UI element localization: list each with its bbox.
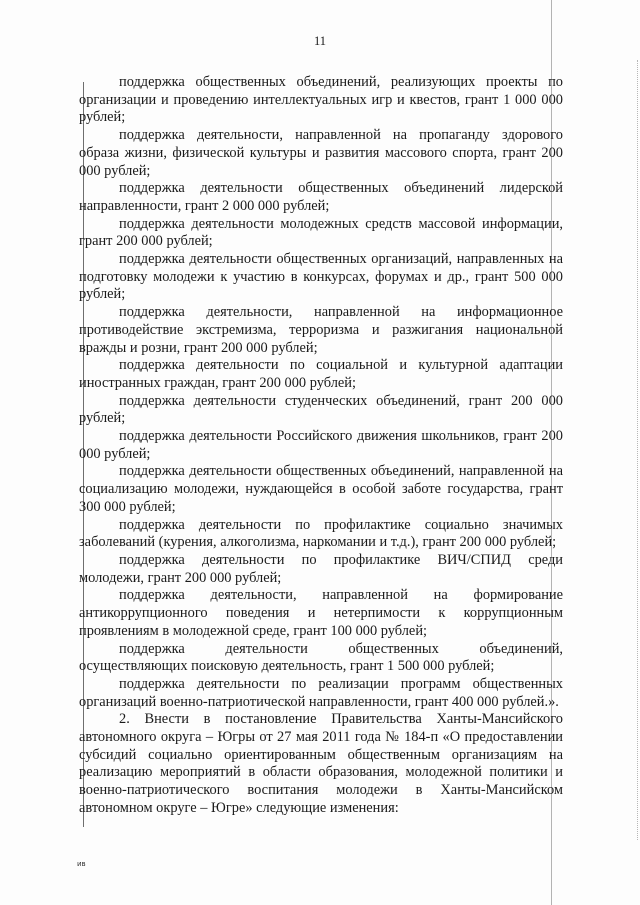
list-item: поддержка общественных объединений, реализующих проекты по организации и проведению интеллектуальных игр и квестов, грант 1 000 000 рублей; <box>79 74 563 126</box>
section-paragraph: 2. Внести в постановление Правительства Ханты-Мансийского автономного округа – Югры от 27 мая 2011 года № 184-п «О предоставлении субсидий социально ориентированным общественным организациям на реализацию мероприятий в области образования, молодежной политики и военно-патриотического воспитания молодежи в Ханты-Мансийском автономном округе – Югре» следующие изменения: <box>79 711 563 816</box>
list-item: поддержка деятельности, направленной на пропаганду здорового образа жизни, физической культуры и развития массового спорта, грант 200 000 рублей; <box>79 127 563 179</box>
list-item: поддержка деятельности молодежных средств массовой информации, грант 200 000 рублей; <box>79 215 563 250</box>
corner-mark: ив <box>77 860 86 868</box>
list-item: поддержка деятельности общественных объединений, направленной на социализацию молодежи, нуждающейся в особой заботе государства, грант 300 000 рублей; <box>79 463 563 515</box>
list-item: поддержка деятельности общественных организаций, направленных на подготовку молодежи к участию в конкурсах, форумах и др., грант 500 000 рублей; <box>79 251 563 303</box>
list-item: поддержка деятельности по реализации программ общественных организаций военно-патриотической направленности, грант 400 000 рублей.». <box>79 675 563 710</box>
list-item: поддержка деятельности по социальной и культурной адаптации иностранных граждан, грант 200 000 рублей; <box>79 357 563 391</box>
list-item: поддержка деятельности по профилактике социально значимых заболеваний (курения, алкоголизма, наркомании и т.д.), грант 200 000 рублей; <box>79 516 563 551</box>
list-item: поддержка деятельности общественных объединений лидерской направленности, грант 2 000 000 рублей; <box>79 180 563 214</box>
list-item: поддержка деятельности Российского движения школьников, грант 200 000 рублей; <box>79 428 563 462</box>
list-item: поддержка деятельности, направленной на информационное противодействие экстремизма, терроризма и разжигания национальной вражды и розни, грант 200 000 рублей; <box>79 304 563 356</box>
page-number: 11 <box>313 34 327 48</box>
list-item: поддержка деятельности по профилактике ВИЧ/СПИД среди молодежи, грант 200 000 рублей; <box>79 551 563 586</box>
scan-artifact-edge <box>635 60 638 840</box>
document-body <box>79 74 563 818</box>
list-item: поддержка деятельности, направленной на формирование антикоррупционного поведения и нетерпимости к коррупционным проявлениям в молодежной среде, грант 100 000 рублей; <box>79 587 563 639</box>
list-item: поддержка деятельности общественных объединений, осуществляющих поисковую деятельность, грант 1 500 000 рублей; <box>79 640 563 675</box>
list-item: поддержка деятельности студенческих объединений, грант 200 000 рублей; <box>79 392 563 427</box>
